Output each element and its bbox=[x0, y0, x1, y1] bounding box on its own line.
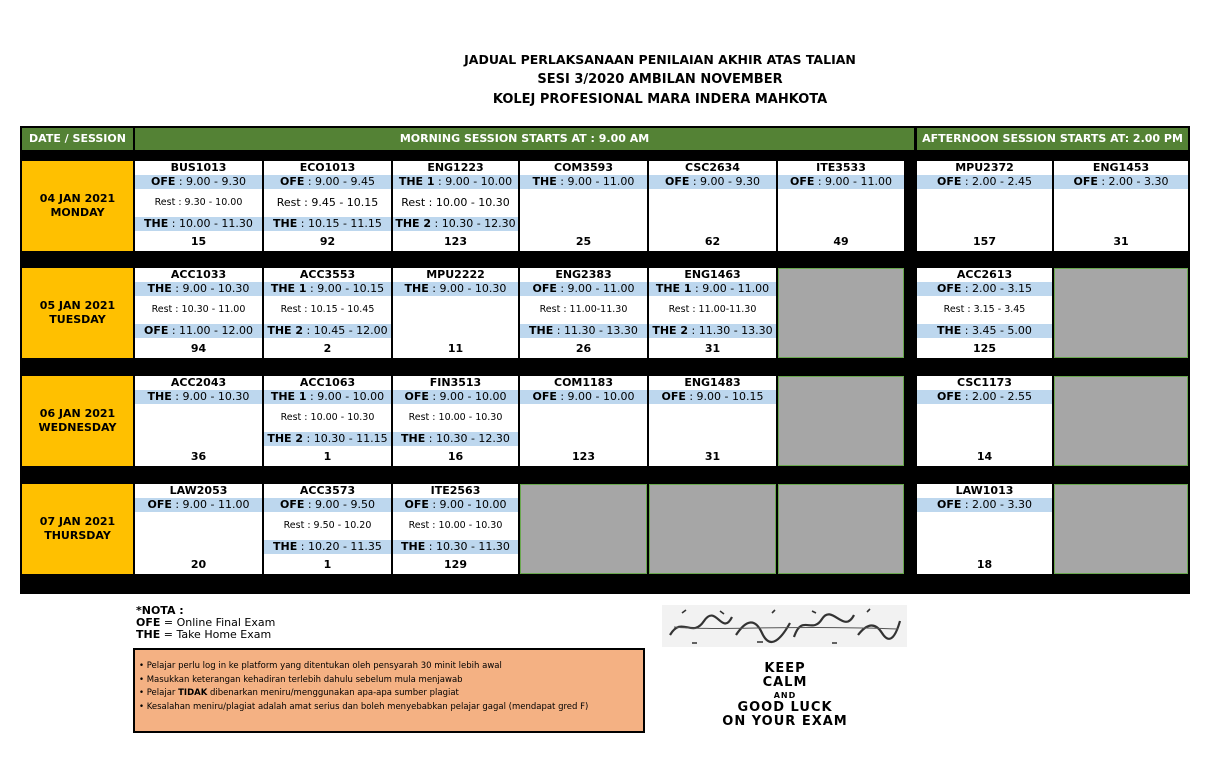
exam-time: OFE : 2.00 - 2.55 bbox=[917, 390, 1052, 404]
exam-time: THE : 10.30 - 12.30 bbox=[393, 432, 518, 446]
exam-time: OFE : 11.00 - 12.00 bbox=[135, 324, 262, 338]
course-code: ENG1463 bbox=[684, 268, 741, 281]
rest-time: Rest : 10.30 - 11.00 bbox=[151, 304, 246, 315]
course-code: CSC2634 bbox=[685, 161, 740, 174]
title-line-1: JADUAL PERLAKSANAAN PENILAIAN AKHIR ATAS TALIAN bbox=[464, 52, 856, 67]
exam-cell bbox=[393, 268, 518, 358]
exam-time: THE : 10.15 - 11.15 bbox=[264, 217, 391, 231]
header-afternoon-session: AFTERNOON SESSION STARTS AT: 2.00 PM bbox=[917, 128, 1188, 150]
course-code: ITE2563 bbox=[430, 484, 481, 497]
empty-slot bbox=[778, 268, 904, 358]
exam-time: OFE : 9.00 - 9.30 bbox=[649, 175, 776, 189]
exam-cell bbox=[917, 484, 1052, 574]
course-code: LAW1013 bbox=[955, 484, 1014, 497]
course-code: ACC1063 bbox=[299, 376, 356, 389]
exam-time: THE : 9.00 - 11.00 bbox=[520, 175, 647, 189]
course-code: ENG1223 bbox=[427, 161, 484, 174]
empty-slot bbox=[1054, 484, 1188, 574]
exam-cell bbox=[264, 484, 391, 574]
rest-time: Rest : 10.00 - 10.30 bbox=[408, 520, 503, 531]
exam-cell bbox=[135, 376, 262, 466]
course-code: ENG1453 bbox=[1092, 161, 1150, 174]
course-code: MPU2222 bbox=[426, 268, 485, 281]
nota-legend bbox=[136, 605, 275, 641]
course-code: ACC2613 bbox=[956, 268, 1013, 281]
title-line-2: SESI 3/2020 AMBILAN NOVEMBER bbox=[537, 72, 783, 87]
exam-time: THE 2 : 10.30 - 12.30 bbox=[393, 217, 518, 231]
day-cell bbox=[22, 268, 133, 358]
exam-time: OFE : 9.00 - 10.00 bbox=[393, 498, 518, 512]
nota-heading: *NOTA : bbox=[136, 604, 184, 617]
exam-cell bbox=[393, 161, 518, 251]
course-code: BUS1013 bbox=[170, 161, 227, 174]
student-count: 157 bbox=[973, 235, 996, 248]
exam-time: THE : 10.00 - 11.30 bbox=[135, 217, 262, 231]
exam-time: THE : 9.00 - 10.30 bbox=[135, 390, 262, 404]
course-code: ENG1483 bbox=[684, 376, 741, 389]
exam-cell bbox=[393, 376, 518, 466]
keep-calm-message: KEEP CALM AND GOOD LUCK ON YOUR EXAM bbox=[722, 661, 848, 729]
course-code: CSC1173 bbox=[957, 376, 1012, 389]
empty-slot bbox=[778, 376, 904, 466]
student-count: 94 bbox=[190, 342, 207, 355]
rule-item: • Kesalahan meniru/plagiat adalah amat serius dan boleh menyebabkan pelajar gagal (mendapat gred F) bbox=[139, 701, 639, 715]
document-title bbox=[0, 50, 1210, 110]
student-count: 18 bbox=[976, 558, 993, 571]
exam-time: THE : 9.00 - 10.30 bbox=[393, 282, 518, 296]
exam-time: THE 1 : 9.00 - 10.00 bbox=[393, 175, 518, 189]
exam-cell bbox=[135, 161, 262, 251]
nota-ofe: OFE = Online Final Exam bbox=[136, 616, 276, 629]
rest-time: Rest : 10.00 - 10.30 bbox=[408, 412, 503, 423]
student-count: 31 bbox=[704, 342, 721, 355]
day-weekday: TUESDAY bbox=[49, 313, 106, 326]
student-count: 31 bbox=[1113, 235, 1129, 248]
student-count: 2 bbox=[323, 342, 332, 355]
exam-time: OFE : 2.00 - 3.15 bbox=[917, 282, 1052, 296]
exam-cell bbox=[393, 484, 518, 574]
header-date-session: DATE / SESSION bbox=[22, 128, 133, 150]
student-count: 20 bbox=[190, 558, 207, 571]
exam-time: THE 1 : 9.00 - 10.00 bbox=[264, 390, 391, 404]
exam-cell bbox=[264, 376, 391, 466]
exam-cell bbox=[649, 161, 776, 251]
student-count: 125 bbox=[973, 342, 996, 355]
exam-cell bbox=[917, 161, 1052, 251]
course-code: ITE3533 bbox=[816, 161, 866, 174]
title-line-3: KOLEJ PROFESIONAL MARA INDERA MAHKOTA bbox=[492, 92, 828, 107]
student-count: 1 bbox=[323, 558, 332, 571]
rest-time: Rest : 11.00-11.30 bbox=[668, 304, 757, 315]
exam-time: OFE : 9.00 - 11.00 bbox=[520, 282, 647, 296]
exam-cell bbox=[264, 161, 391, 251]
student-count: 123 bbox=[444, 235, 467, 248]
day-date: 04 JAN 2021 bbox=[39, 192, 116, 205]
exam-cell bbox=[778, 161, 904, 251]
exam-time: OFE : 9.00 - 11.00 bbox=[778, 175, 904, 189]
rest-time: Rest : 10.00 - 10.30 bbox=[401, 196, 510, 209]
day-cell bbox=[22, 484, 133, 574]
day-cell bbox=[22, 161, 133, 251]
student-count: 129 bbox=[444, 558, 467, 571]
exam-time: THE 2 : 10.45 - 12.00 bbox=[264, 324, 391, 338]
student-count: 11 bbox=[447, 342, 464, 355]
exam-time: THE : 10.20 - 11.35 bbox=[264, 540, 391, 554]
student-count: 62 bbox=[704, 235, 721, 248]
student-count: 26 bbox=[575, 342, 592, 355]
day-cell bbox=[22, 376, 133, 466]
exam-cell bbox=[1054, 161, 1188, 251]
student-count: 123 bbox=[572, 450, 595, 463]
exam-time: OFE : 2.00 - 3.30 bbox=[917, 498, 1052, 512]
empty-slot bbox=[520, 484, 647, 574]
exam-time: THE 2 : 11.30 - 13.30 bbox=[649, 324, 776, 338]
day-date: 07 JAN 2021 bbox=[39, 515, 116, 528]
exam-time: OFE : 9.00 - 9.50 bbox=[264, 498, 391, 512]
rest-time: Rest : 9.45 - 10.15 bbox=[276, 196, 379, 209]
day-weekday: MONDAY bbox=[50, 206, 105, 219]
course-code: COM1183 bbox=[554, 376, 613, 389]
student-count: 36 bbox=[190, 450, 207, 463]
exam-cell bbox=[135, 268, 262, 358]
course-code: ACC2043 bbox=[170, 376, 227, 389]
empty-slot bbox=[1054, 376, 1188, 466]
student-count: 14 bbox=[976, 450, 993, 463]
exam-cell bbox=[264, 268, 391, 358]
exam-time: THE : 9.00 - 10.30 bbox=[135, 282, 262, 296]
exam-time: THE : 3.45 - 5.00 bbox=[917, 324, 1052, 338]
course-code: ACC3553 bbox=[299, 268, 356, 281]
course-code: ENG2383 bbox=[555, 268, 612, 281]
exam-time: OFE : 9.00 - 9.30 bbox=[135, 175, 262, 189]
exam-time: THE 1 : 9.00 - 11.00 bbox=[649, 282, 776, 296]
course-code: FIN3513 bbox=[429, 376, 482, 389]
day-date: 06 JAN 2021 bbox=[39, 407, 116, 420]
rest-time: Rest : 10.00 - 10.30 bbox=[280, 412, 375, 423]
exam-time: OFE : 9.00 - 10.00 bbox=[393, 390, 518, 404]
rest-time: Rest : 3.15 - 3.45 bbox=[943, 304, 1026, 315]
empty-slot bbox=[649, 484, 776, 574]
course-code: ECO1013 bbox=[299, 161, 356, 174]
exam-cell bbox=[649, 376, 776, 466]
course-code: MPU2372 bbox=[955, 161, 1014, 174]
student-count: 25 bbox=[575, 235, 592, 248]
rest-time: Rest : 10.15 - 10.45 bbox=[280, 304, 375, 315]
exam-time: OFE : 9.00 - 10.00 bbox=[520, 390, 647, 404]
student-count: 1 bbox=[323, 450, 332, 463]
exam-time: OFE : 2.00 - 3.30 bbox=[1054, 175, 1188, 189]
rest-time: Rest : 9.30 - 10.00 bbox=[154, 197, 243, 208]
exam-time: OFE : 2.00 - 2.45 bbox=[917, 175, 1052, 189]
day-date: 05 JAN 2021 bbox=[39, 299, 116, 312]
rules-box bbox=[133, 648, 645, 733]
exam-time: THE 1 : 9.00 - 10.15 bbox=[264, 282, 391, 296]
header-morning-session: MORNING SESSION STARTS AT : 9.00 AM bbox=[135, 128, 914, 150]
rule-item: • Masukkan keterangan kehadiran terlebih dahulu sebelum mula menjawab bbox=[139, 674, 639, 688]
course-code: LAW2053 bbox=[169, 484, 228, 497]
course-code: COM3593 bbox=[554, 161, 613, 174]
rule-item: • Pelajar perlu log in ke platform yang ditentukan oleh pensyarah 30 minit lebih awal bbox=[139, 660, 639, 674]
rest-time: Rest : 9.50 - 10.20 bbox=[283, 520, 372, 531]
exam-cell bbox=[520, 161, 647, 251]
exam-cell bbox=[520, 268, 647, 358]
nota-the: THE = Take Home Exam bbox=[136, 628, 272, 641]
student-count: 15 bbox=[190, 235, 207, 248]
empty-slot bbox=[1054, 268, 1188, 358]
exam-time: OFE : 9.00 - 11.00 bbox=[135, 498, 262, 512]
exam-time: THE : 11.30 - 13.30 bbox=[520, 324, 647, 338]
day-weekday: THURSDAY bbox=[44, 529, 111, 542]
exam-cell bbox=[649, 268, 776, 358]
day-weekday: WEDNESDAY bbox=[38, 421, 117, 434]
student-count: 16 bbox=[447, 450, 464, 463]
rest-time: Rest : 11.00-11.30 bbox=[539, 304, 628, 315]
exam-time: THE : 10.30 - 11.30 bbox=[393, 540, 518, 554]
rule-item: • Pelajar TIDAK dibenarkan meniru/menggunakan apa-apa sumber plagiat bbox=[139, 687, 639, 701]
course-code: ACC3573 bbox=[299, 484, 356, 497]
student-count: 92 bbox=[319, 235, 336, 248]
course-code: ACC1033 bbox=[170, 268, 227, 281]
student-count: 49 bbox=[833, 235, 849, 248]
exam-cell bbox=[520, 376, 647, 466]
student-count: 31 bbox=[704, 450, 721, 463]
exam-time: OFE : 9.00 - 10.15 bbox=[649, 390, 776, 404]
empty-slot bbox=[778, 484, 904, 574]
exam-cell bbox=[135, 484, 262, 574]
schedule-table bbox=[20, 126, 1190, 594]
exam-time: OFE : 9.00 - 9.45 bbox=[264, 175, 391, 189]
arabic-calligraphy-image bbox=[662, 605, 907, 647]
exam-time: THE 2 : 10.30 - 11.15 bbox=[264, 432, 391, 446]
exam-cell bbox=[917, 376, 1052, 466]
exam-cell bbox=[917, 268, 1052, 358]
